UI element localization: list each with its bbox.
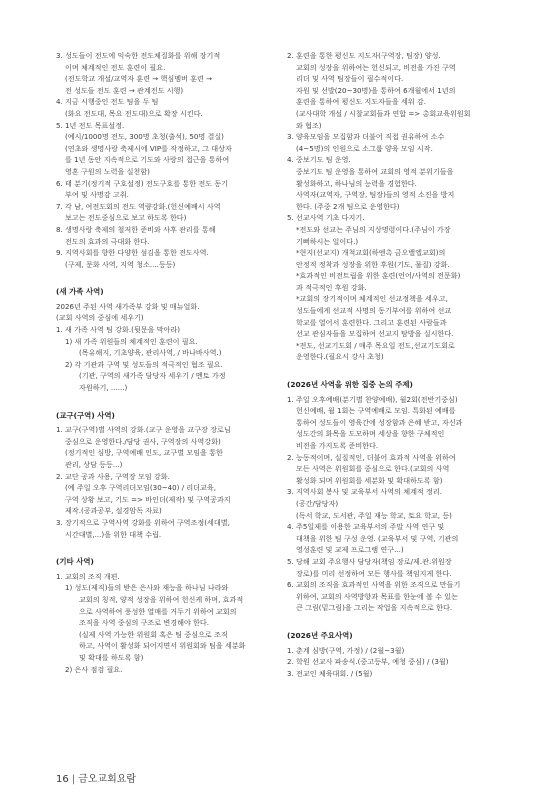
text-line: 8. 생명사랑 축제의 철저한 준비와 사후 관리를 통해	[56, 224, 216, 234]
text-line: 성도들에게 선교적 사명의 동기부여를 위하여 선교	[296, 306, 452, 316]
text-line: 2) 은사 점검 필요.	[65, 664, 123, 674]
text-line: (예시/1000명 전도, 300명 초청(출석), 50명 결실)	[65, 132, 224, 142]
text-line: 6. 교회의 조직을 효과적인 사역을 위한 조직으로 만들기	[287, 580, 461, 590]
text-line: 구역 상황 보고, 기도 => 바인더(제작) 및 구역공과지	[65, 494, 231, 504]
text-line: 1. 주일 오후예배(분기별 찬양예배), 월2회(전반기중심)	[287, 394, 458, 404]
section-title-district: (교구(구역) 사역)	[56, 410, 115, 420]
text-line: 9. 지역사회를 향한 다양한 섬김을 통한 전도사역.	[56, 248, 209, 258]
text-line: 영성훈련 및 교제 프로그램 연구...)	[296, 545, 404, 555]
text-line: (예 주일 오후 구역리더모임(30~40) / 리더교육,	[65, 483, 217, 493]
text-line: 2. 능동적이며, 실질적인, 더불어 효과적 사역을 위하여	[287, 452, 456, 462]
section-body-main-events	[287, 645, 502, 680]
text-line: 3. 양육모임을 모집함과 더불어 직접 권유하여 소수	[287, 132, 445, 142]
text-line: 3. 지역사회 봉사 및 교육부서 사역의 체계적 정리.	[287, 487, 443, 497]
text-line: 대책을 위한 팀 구성 운영. (교육부서 및 구역, 기관의	[296, 533, 459, 543]
text-line: 및 확대를 하도록 함)	[79, 652, 144, 662]
text-line: (기관, 구역의 새가족 담당자 세우기 / 멘토 가정	[79, 371, 226, 381]
text-line: 5. 1년 전도 목표설정.	[56, 120, 125, 130]
text-line: 기뻐하시는 일이다.)	[296, 236, 359, 246]
left-intro-list	[56, 50, 276, 270]
text-line: 영혼 구원의 노력을 실천함)	[65, 166, 150, 176]
text-line: (목유해지, 기초양육, 관리사역, / 바나바사역.)	[79, 348, 222, 358]
text-line: 4. 지금 시행중인 전도 팀을 두 팀	[56, 97, 159, 107]
text-line: 1) 새 가족 위원들의 체계적인 훈련이 필요.	[65, 336, 198, 346]
text-line: *전도, 선교기도회 / 매주 목요일 전도,선교기도회로	[296, 340, 455, 350]
text-line: 4. 주5일제를 이용한 교육부서의 주말 사역 연구 및	[287, 522, 445, 532]
section-title-new-family: (새 가족 사역)	[56, 287, 104, 297]
page-number: 16	[56, 774, 69, 785]
text-line: (실제 사역 가능한 위원회 혹은 팀 중심으로 조직	[79, 629, 228, 639]
section-title-focus-topics: (2026년 사역을 위한 집중 논의 주제)	[287, 380, 413, 390]
text-line: 과 적극적인 후원 강화.	[296, 282, 367, 292]
page-footer	[56, 770, 136, 785]
text-line: 전도의 효과의 극대화 한다.	[65, 236, 150, 246]
text-line: (전도학교 개설/교역자 훈련 → 핵심멤버 훈련 →	[65, 74, 213, 84]
text-line: 보고는 전도중심으로 보고 하도록 한다)	[65, 213, 187, 223]
text-line: 3. 성도들이 전도에 익숙한 전도체질화를 위해 장기적	[56, 51, 221, 60]
right-intro-list	[287, 50, 502, 363]
section-body-other	[56, 571, 276, 675]
text-line: 장로)를 미리 선정하여 모든 행사를 책임지게 한다.	[296, 568, 452, 578]
text-line: 안정적 정착과 성장을 위한 후원(기도, 물질) 강화.	[296, 259, 450, 269]
text-line: 교회의 성장을 위하여는 헌신되고, 비전을 가진 구역	[296, 62, 456, 72]
text-line: (정기적인 심방, 구역예배 인도, 교구별 모임을 통한	[65, 448, 223, 458]
text-line: 7. 각 남, 여전도회의 전도 역량강화.(헌신예배시 사역	[56, 201, 221, 211]
text-line: 2026년 주된 사역 새가족부 강화 및 매뉴얼화.	[56, 301, 200, 311]
text-line: 1. 춘계 심방(구역, 가정) / (2월~3월)	[287, 645, 405, 655]
text-line: 자원하기, ......)	[79, 383, 128, 393]
text-line: *효과적인 비전트립을 위한 훈련(언어/사역의 전문화)	[296, 271, 461, 281]
text-line: 비전을 가지도록 준비한다.	[296, 441, 379, 450]
text-line: 1. 교회의 조직 개편.	[56, 571, 120, 581]
text-line: 를 1년 동안 지속적으로 기도와 사랑의 접근을 통하여	[65, 155, 230, 165]
text-line: 사역자(교역자, 구역장, 팀장)들의 영적 소진을 방지	[296, 190, 455, 200]
text-line: (연초와 생명사랑 축제시에 VIP를 작정하고, 그 대상자	[65, 143, 232, 153]
text-line: 2) 각 기관과 구역 및 성도들의 적극적인 협조 필요.	[65, 359, 223, 369]
text-line: 교회의 칭적, 양적 성장을 위하여 헌신케 하며, 효과적	[79, 594, 244, 604]
left-column	[56, 50, 276, 675]
text-line: (공간/담당자)	[296, 498, 339, 508]
text-line: 와 협조)	[296, 120, 322, 130]
text-line: 운영한다.(필요시 강사 초청)	[296, 352, 384, 362]
text-line: 4. 중보기도 팀 운영.	[287, 155, 351, 165]
text-line: 활성화하고, 하나님의 능력을 경험한다.	[296, 178, 417, 188]
text-line: (구제, 문화 사역, 지역 청소....등등)	[65, 259, 176, 269]
section-body-new-family	[56, 301, 276, 394]
text-line: 이며 체계적인 전도 훈련이 필요.	[65, 62, 166, 72]
text-line: *전도와 선교는 주님의 지상명령이다.(주님이 가장	[296, 224, 451, 234]
text-line: 모든 사역은 위원회를 중심으로 한다.(교회의 사역	[296, 464, 450, 474]
text-line: (교사대학 개설 / 시찰교회들과 연합 => 총회교육위원회	[296, 108, 471, 118]
text-line: 1. 교구(구역)별 사역의 강화.(교구 운영을 교구장 장로님	[56, 425, 231, 435]
text-line: 중심으로 운영한다./담당 권사, 구역장의 사역강화)	[65, 436, 221, 446]
text-line: 리더 및 사역 팀장들이 필수적이다.	[296, 74, 404, 84]
section-body-focus-topics	[287, 394, 502, 614]
text-line: 으로 사역하여 풍성한 열매를 거두기 위하여 교회의	[79, 606, 237, 616]
text-line: 제작.(공과공부, 설경암독 자료)	[65, 506, 162, 516]
section-title-main-events: (2026년 주요사역)	[287, 630, 353, 640]
text-line: (독서 학교, 도서관, 주일 재능 학교, 토요 학교, 등)	[296, 510, 452, 520]
section-title-other: (기타 사역)	[56, 557, 94, 567]
text-line: 6. 태 분기(정기적 구호설정) 전도구호를 통한 전도 동기	[56, 178, 228, 188]
text-line: *현지(선교지) 개척교회(하엔촉 금오밸엘교회)의	[296, 248, 446, 258]
right-column	[287, 50, 502, 679]
text-line: 성도간의 화목을 도모하며 세상을 향한 구체적인	[296, 429, 445, 439]
text-line: 선교 관심자들을 모집하여 선교지 탐방을 실시한다.	[296, 329, 454, 339]
text-line: (교회 사역의 중심에 세우기)	[56, 313, 144, 323]
text-line: 훈련을 통하여 평신도 지도자들을 세워 감.	[296, 97, 427, 107]
text-line: 관리, 상담 등등...)	[65, 460, 123, 469]
text-line: 위하여, 교회의 사역방향과 목표를 한눈에 볼 수 있는	[296, 591, 458, 601]
footer-separator: |	[71, 774, 76, 785]
text-line: (화요 전도대, 목요 전도대)으로 확장 시킨다.	[65, 108, 203, 118]
text-line: 하고, 사역이 활성화 되어지면서 위원회와 팀을 세분화	[79, 641, 246, 651]
footer-title: 금오교회요람	[78, 774, 137, 785]
text-line: 헌신예배, 월 1회는 구역예배로 모임. 특화된 예배를	[296, 406, 456, 416]
text-line: 자원 및 선발(20~30명)을 통하여 6개월에서 1년의	[296, 85, 456, 95]
text-line: 중보기도 팀 운영을 통하여 교회의 영적 분위기들을	[296, 166, 454, 176]
text-line: 활성화 되며 위원회를 세분화 및 확대하도록 함)	[296, 475, 443, 485]
text-line: 조직을 사역 중심의 구조로 변경해야 한다.	[79, 618, 210, 628]
text-line: 한다. (주중 2개 팀으로 운영한다)	[296, 201, 400, 211]
text-line: 3. 전교인 체육대회. / (5월)	[287, 668, 373, 678]
text-line: 통하여 성도들이 영육간에 성장함과 은혜 받고, 자신과	[296, 417, 463, 427]
text-line: 5. 선교사역 기초 다지기.	[287, 213, 365, 223]
text-line: 3. 장기적으로 구역사역 강화를 위하여 구역조정(세대별,	[56, 517, 230, 527]
section-body-district	[56, 424, 276, 540]
text-line: 1. 새 가족 사역 팀 강화.(뒷문을 막아라)	[56, 325, 181, 335]
text-line: *교회의 장기적이며 체계적인 선교정책을 세우고,	[296, 294, 448, 304]
text-line: 2. 교단 공과 사용, 구역장 모임 강화.	[56, 471, 170, 481]
text-line: 부여 및 사명감 고취.	[65, 190, 129, 200]
text-line: 시간대별,...)을 위한 대책 수립.	[65, 529, 162, 539]
text-line: 전 성도들 전도 훈련 → 관계전도 시행)	[65, 85, 184, 95]
text-line: 학교를 열어서 훈련한다. 그리고 훈련된 사람들과	[296, 317, 447, 327]
text-line: (4~5명)의 인원으로 소그룹 양육 모임 시작.	[296, 143, 433, 153]
text-line: 2. 훈련을 통한 평신도 지도자(구역장, 팀장) 양성.	[287, 51, 441, 60]
text-line: 2. 학원 선교사 파송식.(중고등부, 예청 중심) / (3월)	[287, 657, 449, 667]
text-line: 큰 그림(밑그림)을 그리는 작업을 지속적으로 한다.	[296, 603, 453, 613]
text-line: 1) 성도(제직)들의 받은 은사와 재능을 하나님 나라와	[65, 583, 229, 593]
text-line: 5. 당해 교회 주요행사 담당자(책임 장로/제.관.위원장	[287, 556, 452, 566]
